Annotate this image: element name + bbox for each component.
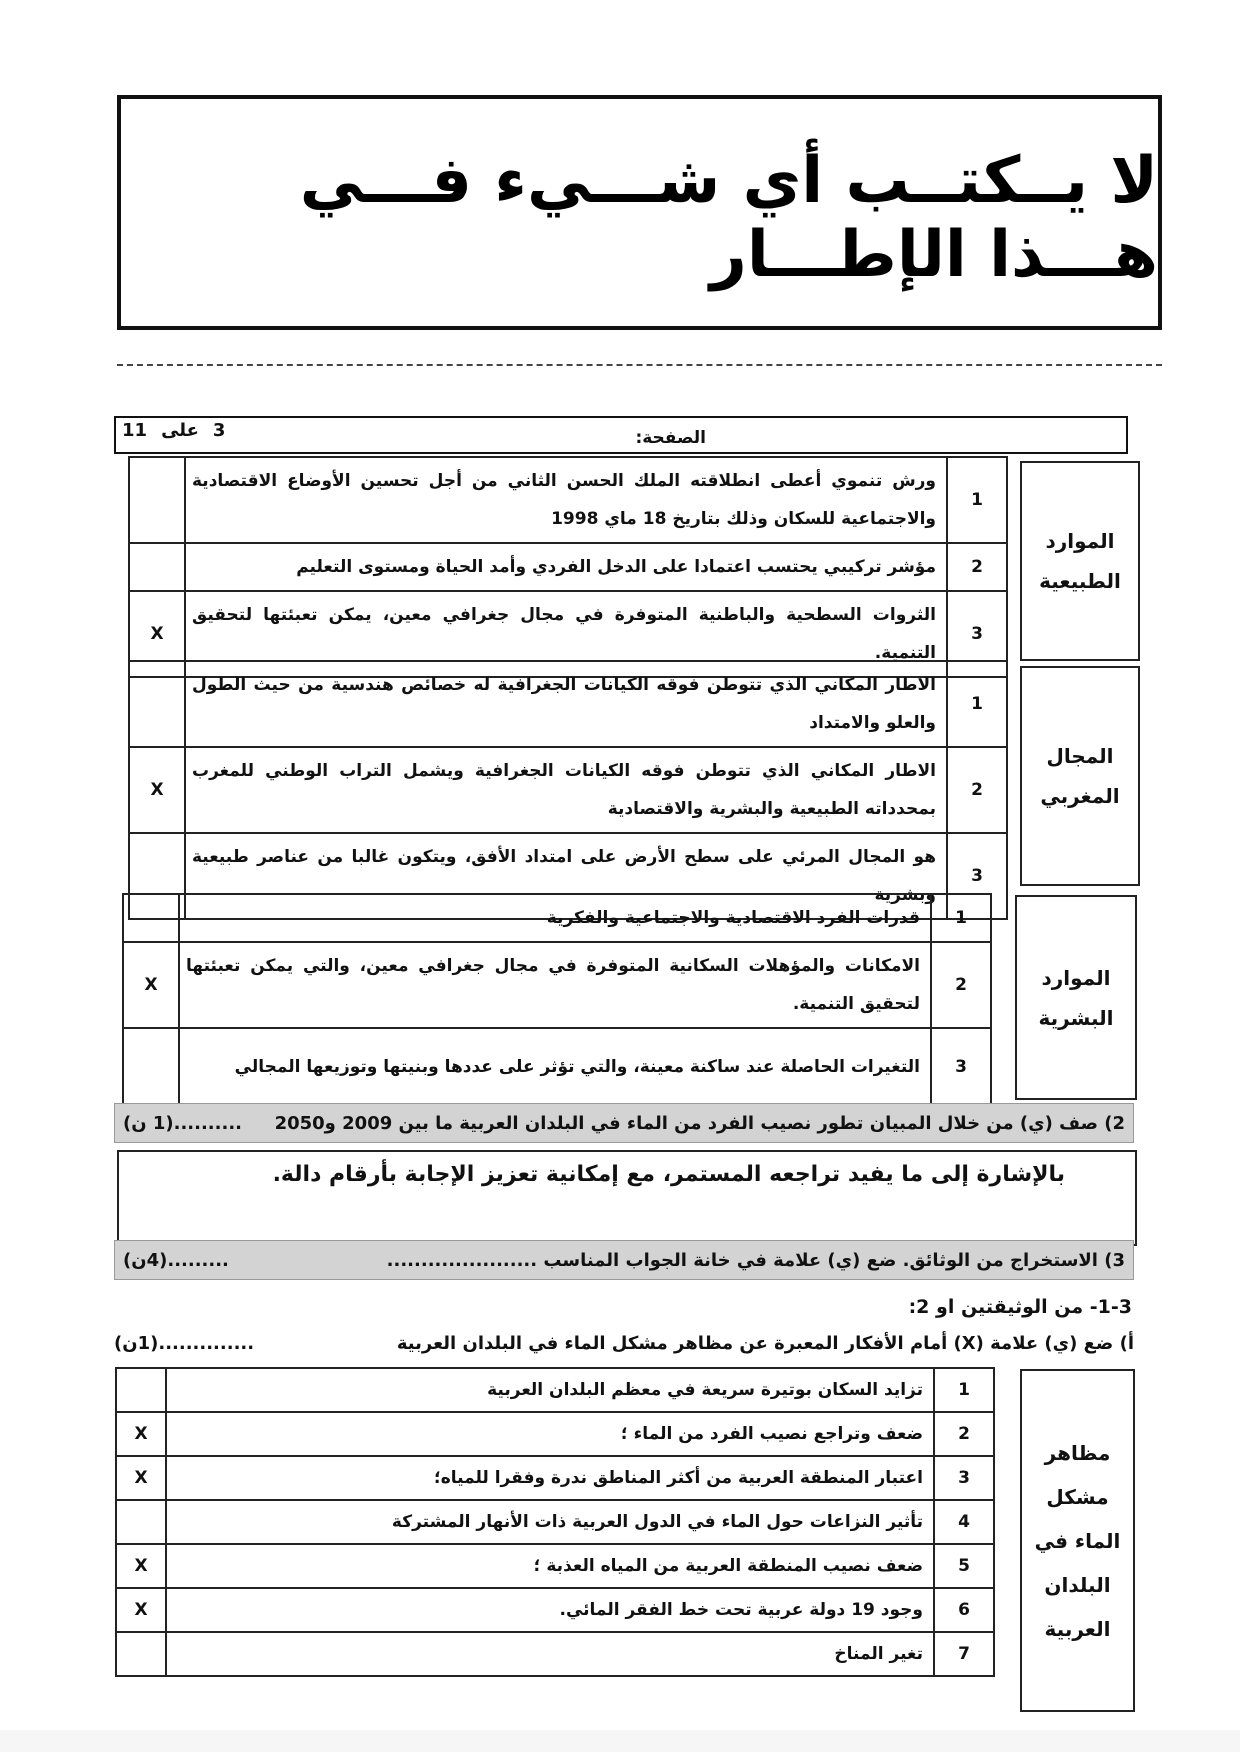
row-text: الثروات السطحية والباطنية المتوفرة في مجال جغرافي معين، يمكن تعبئتها لتحقيق التنمية.: [185, 591, 947, 677]
table-row: [116, 1456, 994, 1500]
row-text: ضعف وتراجع نصيب الفرد من الماء ؛: [166, 1412, 934, 1456]
no-write-frame: [117, 95, 1162, 330]
question-3-mark: .........(4ن): [123, 1249, 229, 1271]
no-write-text: لا يــكتــب أي شـــيء فـــي هـــذا الإطـــار: [299, 143, 1158, 292]
answer-cell[interactable]: X: [116, 1588, 166, 1632]
answer-cell[interactable]: [123, 894, 179, 942]
row-text: قدرات الفرد الاقتصادية والاجتماعية والفكرية: [179, 894, 931, 942]
table-row: [116, 1412, 994, 1456]
row-text: هو المجال المرئي على سطح الأرض على امتداد الأفق، ويتكون غالبا من عناصر طبيعية وبشرية: [185, 833, 947, 919]
cut-line: [117, 364, 1162, 366]
table-row: [116, 1632, 994, 1676]
table-row: [129, 457, 1007, 543]
row-number: 2: [947, 747, 1007, 833]
page-of: على: [161, 420, 199, 441]
table-moroccan-space: [128, 660, 1008, 920]
row-number: 7: [934, 1632, 994, 1676]
answer-cell[interactable]: X: [116, 1412, 166, 1456]
row-number: 1: [947, 661, 1007, 747]
category-label: مظاهر مشكل الماء في البلدان العربية: [1034, 1440, 1121, 1641]
table-row: [116, 1588, 994, 1632]
answer-cell[interactable]: X: [116, 1544, 166, 1588]
category-human-resources: [1015, 895, 1137, 1100]
answer-2-text: بالإشارة إلى ما يفيد تراجعه المستمر، مع إمكانية تعزيز الإجابة بأرقام دالة.: [272, 1162, 1065, 1187]
subquestion-3-1: 1-3- من الوثيقتين او 2:: [908, 1296, 1132, 1318]
answer-cell[interactable]: [129, 661, 185, 747]
category-moroccan-space: [1020, 666, 1140, 886]
subquestion-a-mark: ..............(1ن): [114, 1333, 255, 1354]
answer-cell[interactable]: [129, 457, 185, 543]
table-natural-resources: [128, 456, 1008, 678]
row-text: ضعف نصيب المنطقة العربية من المياه العذبة ؛: [166, 1544, 934, 1588]
row-number: 1: [931, 894, 991, 942]
row-number: 3: [947, 833, 1007, 919]
table-row: [116, 1368, 994, 1412]
page-label: الصفحة:: [635, 428, 706, 448]
subquestion-a: [114, 1333, 1134, 1354]
subquestion-a-text: أ) ضع (ي) علامة (X) أمام الأفكار المعبرة عن مظاهر مشكل الماء في البلدان العربية: [396, 1333, 1134, 1354]
answer-cell[interactable]: X: [129, 747, 185, 833]
answer-cell[interactable]: [116, 1500, 166, 1544]
row-number: 1: [947, 457, 1007, 543]
table-row: [129, 747, 1007, 833]
row-number: 1: [934, 1368, 994, 1412]
answer-cell[interactable]: X: [116, 1456, 166, 1500]
answer-cell[interactable]: [116, 1368, 166, 1412]
question-3-text: 3) الاستخراج من الوثائق. ضع (ي) علامة في خانة الجواب المناسب ......................: [386, 1249, 1125, 1271]
table-row: [123, 1028, 991, 1106]
table-row: [123, 942, 991, 1028]
category-label: الموارد البشرية: [1038, 965, 1114, 1030]
page-bottom-edge: [0, 1730, 1240, 1752]
row-text: وجود 19 دولة عربية تحت خط الفقر المائي.: [166, 1588, 934, 1632]
answer-cell[interactable]: X: [129, 591, 185, 677]
row-number: 2: [947, 543, 1007, 591]
row-text: اعتبار المنطقة العربية من أكثر المناطق ندرة وفقرا للمياه؛: [166, 1456, 934, 1500]
category-natural-resources: [1020, 461, 1140, 661]
row-number: 3: [934, 1456, 994, 1500]
category-label: المجال المغربي: [1040, 744, 1120, 808]
answer-cell[interactable]: [129, 543, 185, 591]
answer-box-2[interactable]: [117, 1150, 1137, 1246]
table-water-problem: [115, 1367, 995, 1677]
page-number: [122, 420, 225, 441]
row-text: مؤشر تركيبي يحتسب اعتمادا على الدخل الفردي وأمد الحياة ومستوى التعليم: [185, 543, 947, 591]
question-3-bar: [114, 1240, 1134, 1280]
row-text: الاطار المكاني الذي تتوطن فوقه الكيانات الجغرافية له خصائص هندسية من حيث الطول والعلو والامتداد: [185, 661, 947, 747]
row-number: 5: [934, 1544, 994, 1588]
row-text: الاطار المكاني الذي تتوطن فوقه الكيانات الجغرافية ويشمل التراب الوطني للمغرب بمحدداته الطبيعية والبشرية والاقتصادية: [185, 747, 947, 833]
answer-cell[interactable]: X: [123, 942, 179, 1028]
table-row: [116, 1544, 994, 1588]
page-bar: [114, 416, 1128, 454]
question-2-bar: [114, 1103, 1134, 1143]
row-number: 6: [934, 1588, 994, 1632]
answer-cell[interactable]: [123, 1028, 179, 1106]
row-number: 3: [947, 591, 1007, 677]
page-current: 3: [212, 420, 226, 441]
table-row: [129, 543, 1007, 591]
row-number: 4: [934, 1500, 994, 1544]
row-text: التغيرات الحاصلة عند ساكنة معينة، والتي تؤثر على عددها وبنيتها وتوزيعها المجالي: [179, 1028, 931, 1106]
row-number: 2: [931, 942, 991, 1028]
row-text: تزايد السكان بوتيرة سريعة في معظم البلدان العربية: [166, 1368, 934, 1412]
row-number: 3: [931, 1028, 991, 1106]
row-text: تأثير النزاعات حول الماء في الدول العربية ذات الأنهار المشتركة: [166, 1500, 934, 1544]
category-water-problem: [1020, 1369, 1135, 1712]
page-total: 11: [122, 420, 148, 441]
question-2-mark: ..........(1 ن): [123, 1112, 242, 1134]
table-human-resources: [122, 893, 992, 1107]
row-text: الامكانات والمؤهلات السكانية المتوفرة في مجال جغرافي معين، والتي يمكن تعبئتها لتحقيق التنمية.: [179, 942, 931, 1028]
question-2-text: 2) صف (ي) من خلال المبيان تطور نصيب الفرد من الماء في البلدان العربية ما بين 2009 و2050: [274, 1112, 1125, 1134]
row-text: تغير المناخ: [166, 1632, 934, 1676]
table-row: [116, 1500, 994, 1544]
answer-cell[interactable]: [116, 1632, 166, 1676]
table-row: [129, 661, 1007, 747]
category-label: الموارد الطبيعية: [1039, 529, 1121, 593]
row-text: ورش تنموي أعطى انطلاقته الملك الحسن الثاني من أجل تحسين الأوضاع الاقتصادية والاجتماعية للسكان وذلك بتاريخ 18 ماي 1998: [185, 457, 947, 543]
row-number: 2: [934, 1412, 994, 1456]
table-row: [123, 894, 991, 942]
